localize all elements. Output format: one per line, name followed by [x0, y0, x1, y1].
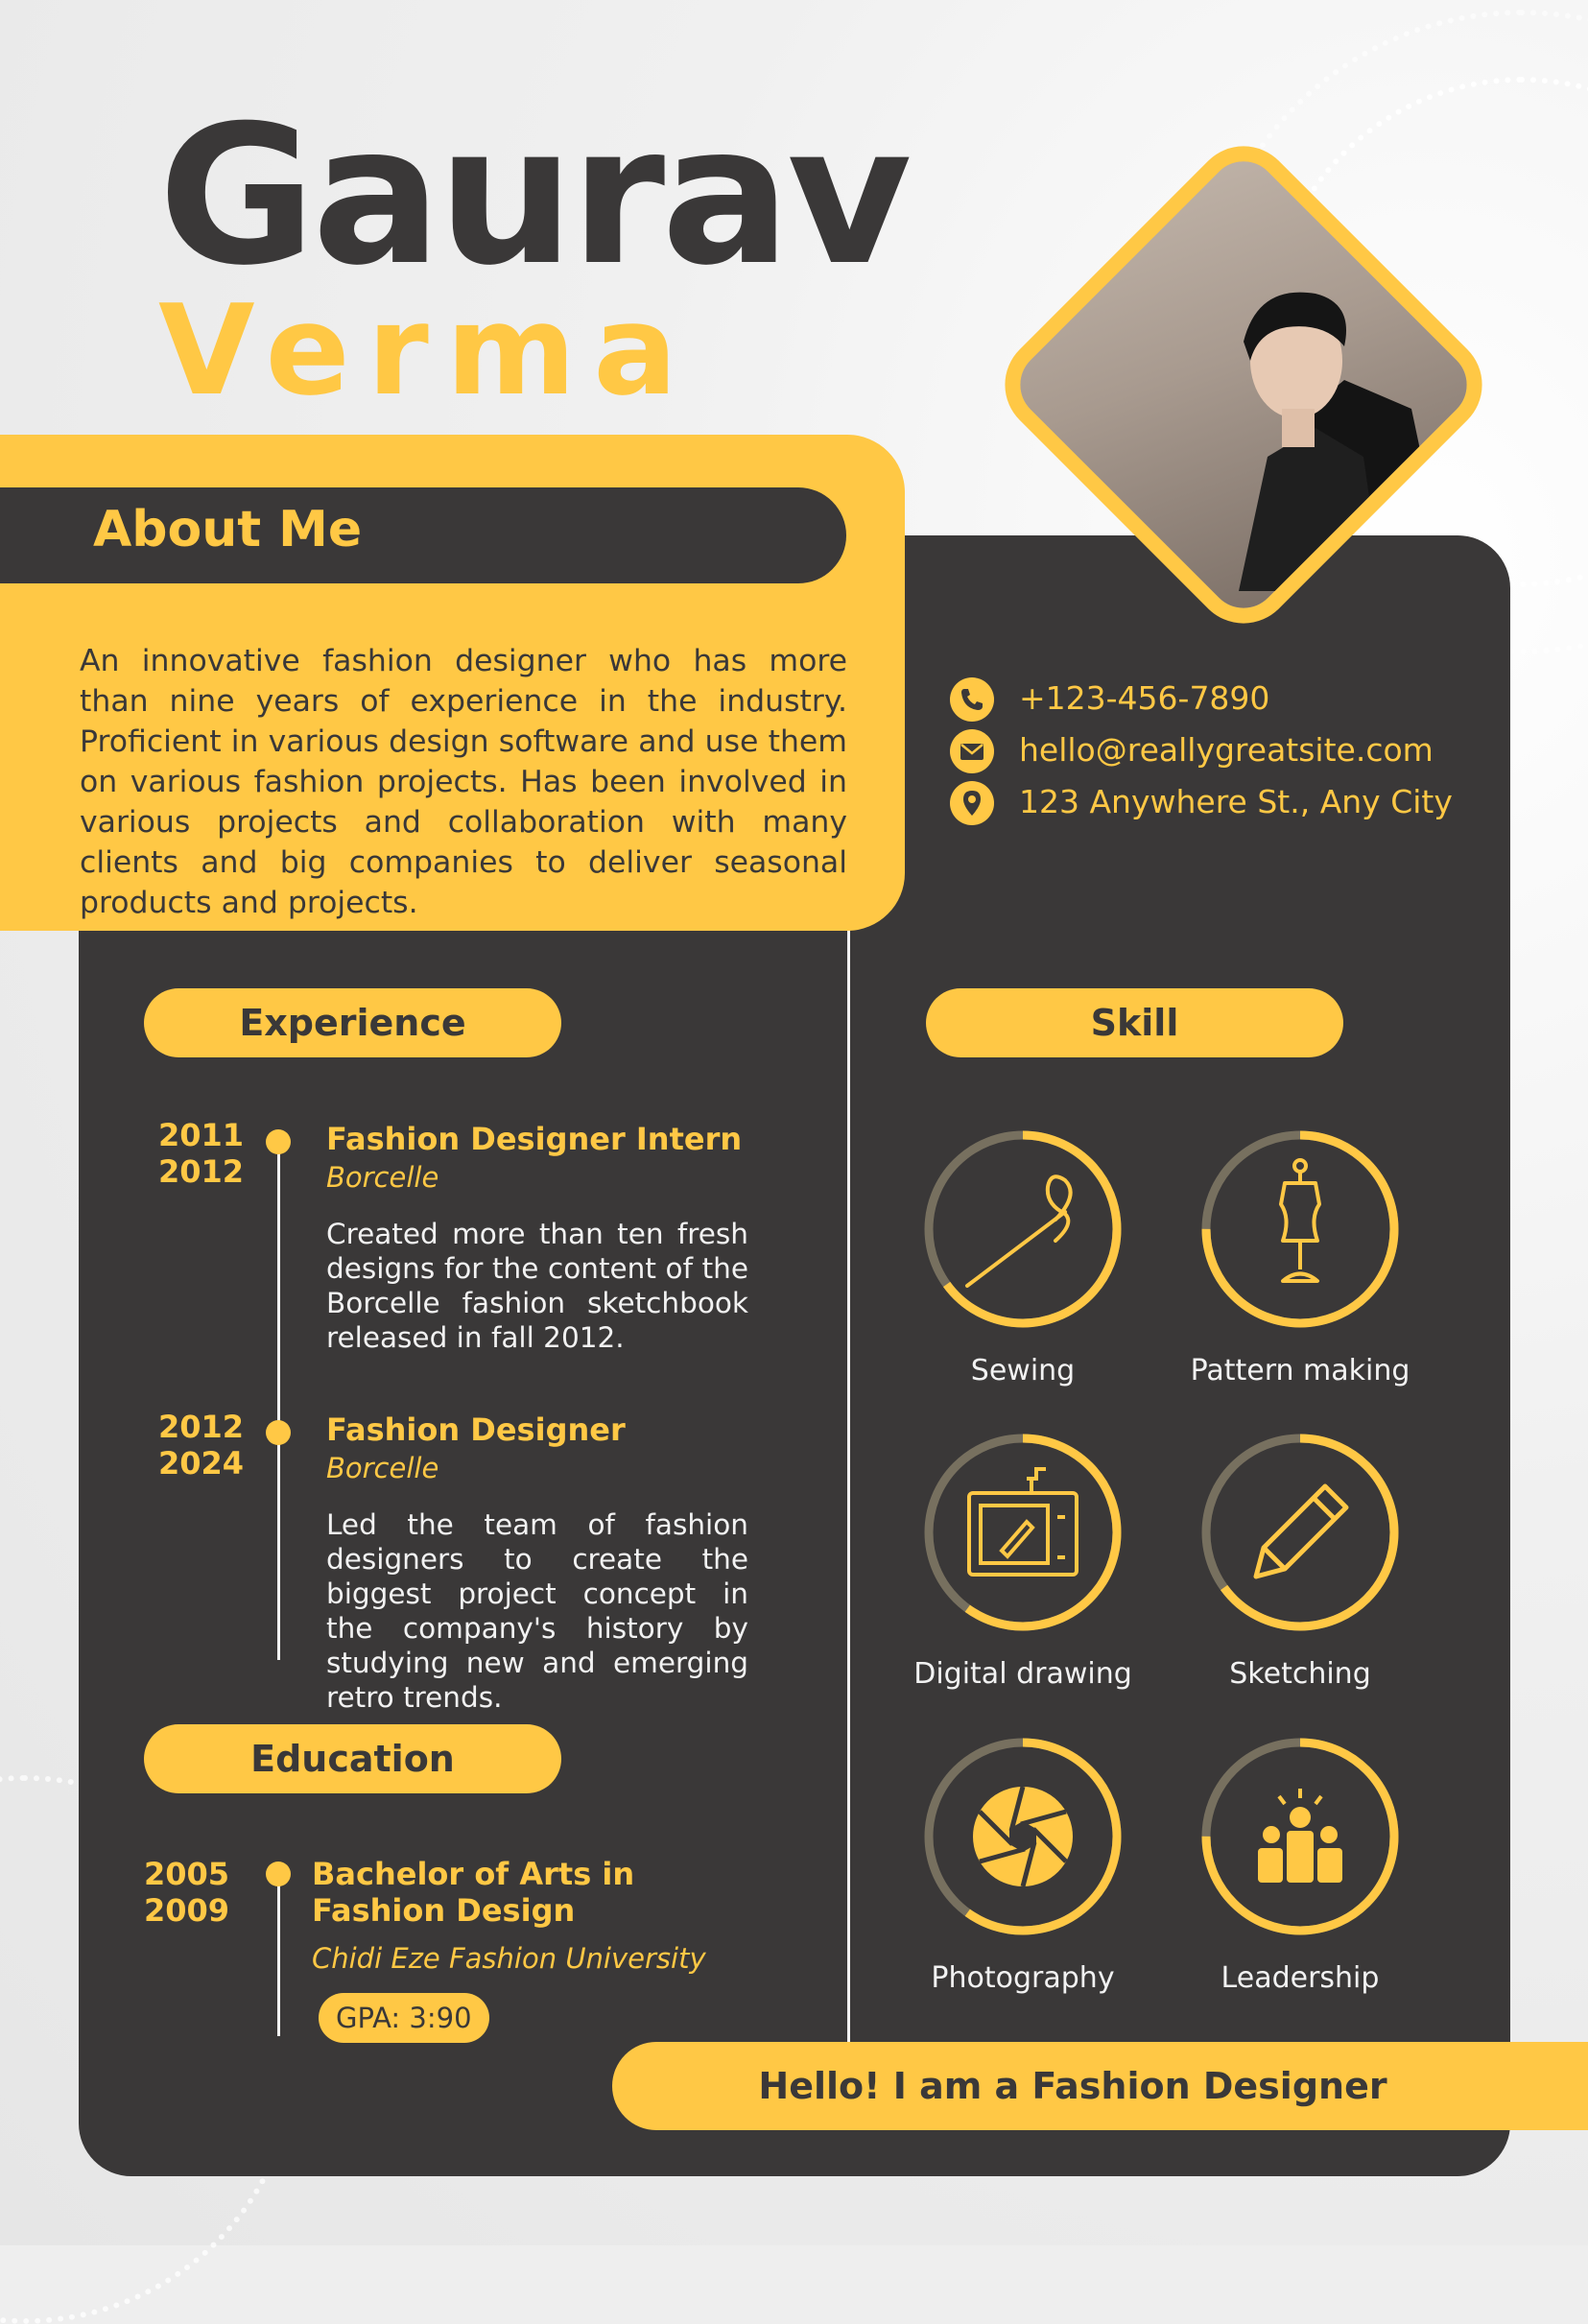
skill-sketching	[1161, 1431, 1439, 1691]
skill-leadership	[1161, 1735, 1439, 1995]
phone-text: +123-456-7890	[1019, 679, 1270, 717]
exp1-desc: Created more than ten fresh designs for the content of the Borcelle fashion sketchbook released in fall 2012.	[326, 1218, 748, 1354]
skill-sewing	[884, 1127, 1162, 1387]
first-name: Gaurav	[158, 84, 909, 308]
needle-thread-icon	[967, 1176, 1071, 1286]
edu1-title: Bachelor of Arts in Fashion Design	[312, 1856, 635, 1929]
edu1-org: Chidi Eze Fashion University	[312, 1942, 706, 1975]
exp2-years: 2012 2024	[158, 1409, 245, 1482]
email-text: hello@reallygreatsite.com	[1019, 731, 1434, 769]
footer-tagline: Hello! I am a Fashion Designer	[758, 2065, 1387, 2107]
exp1-years: 2011 2012	[158, 1117, 245, 1190]
about-title: About Me	[93, 501, 363, 558]
email-icon	[950, 729, 994, 773]
edu1-gpa: GPA: 3:90	[319, 1993, 489, 2043]
experience-heading: Experience	[144, 988, 561, 1057]
exp1-org: Borcelle	[326, 1161, 439, 1194]
skill-pattern-making	[1161, 1127, 1439, 1387]
skill-label: Digital drawing	[913, 1657, 1132, 1691]
education-heading: Education	[144, 1724, 561, 1793]
about-text: An innovative fashion designer who has more than nine years of experience in the industry. Proficient in various design software and use them on various fashion projects. Has been involved in various projects and collaboration with many clients and big companies to deliver seasonal products and projects.	[80, 644, 847, 920]
exp2-dot	[266, 1420, 291, 1445]
experience-timeline-line	[277, 1142, 280, 1660]
profile-photo-frame	[969, 110, 1487, 628]
last-name: Verma	[158, 277, 695, 423]
skill-label: Sketching	[1229, 1657, 1371, 1691]
skill-digital-drawing	[884, 1431, 1162, 1691]
education-timeline-line	[277, 1873, 280, 2036]
skill-photography	[884, 1735, 1162, 1995]
dress-form-icon	[1281, 1160, 1319, 1281]
column-divider	[847, 929, 850, 2042]
skill-label: Photography	[931, 1961, 1115, 1995]
skill-label: Pattern making	[1190, 1354, 1410, 1387]
pencil-icon	[1256, 1486, 1346, 1577]
exp1-dot	[266, 1129, 291, 1154]
skill-heading: Skill	[926, 988, 1343, 1057]
phone-icon	[950, 677, 994, 722]
drawing-tablet-icon	[969, 1469, 1077, 1575]
edu1-years: 2005 2009	[144, 1856, 230, 1929]
location-pin-icon	[950, 781, 994, 825]
team-leader-icon	[1258, 1789, 1342, 1883]
skill-label: Sewing	[970, 1354, 1076, 1387]
address-text: 123 Anywhere St., Any City	[1019, 783, 1453, 820]
exp2-org: Borcelle	[326, 1452, 439, 1484]
exp2-title: Fashion Designer	[326, 1411, 626, 1448]
camera-aperture-icon	[973, 1787, 1073, 1886]
exp1-title: Fashion Designer Intern	[326, 1121, 743, 1157]
edu1-dot	[266, 1862, 291, 1886]
skill-label: Leadership	[1221, 1961, 1380, 1995]
exp2-desc: Led the team of fashion designers to create the biggest project concept in the company's history by studying new and emerging retro trends.	[326, 1508, 748, 1714]
profile-photo	[984, 126, 1503, 644]
